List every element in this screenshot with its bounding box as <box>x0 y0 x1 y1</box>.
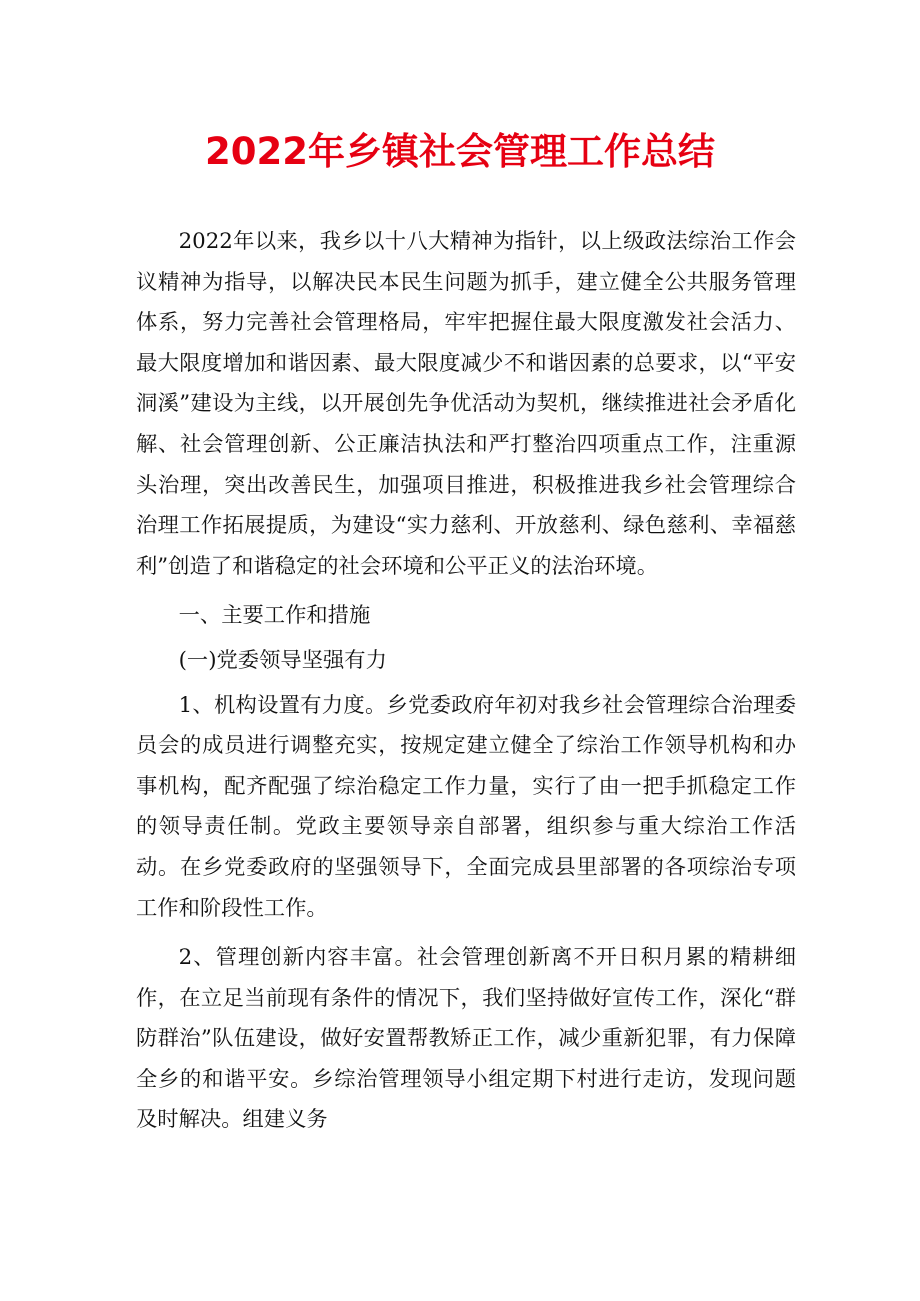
document-body <box>136 222 796 1141</box>
item-paragraph-1: 1、机构设置有力度。乡党委政府年初对我乡社会管理综合治理委员会的成员进行调整充实，按规定建立健全了综治工作领导机构和办事机构，配齐配强了综治稳定工作力量，实行了由一把手抓稳定工作的领导责任制。党政主要领导亲自部署，组织参与重大综治工作活动。在乡党委政府的坚强领导下，全面完成县里部署的各项综治专项工作和阶段性工作。 <box>136 692 796 921</box>
item-paragraph-2: 2、管理创新内容丰富。社会管理创新离不开日积月累的精耕细作，在立足当前现有条件的情况下，我们坚持做好宣传工作，深化“群防群治”队伍建设，做好安置帮教矫正工作，减少重新犯罪，有力保障全乡的和谐平安。乡综治管理领导小组定期下村进行走访，发现问题及时解决。组建义务 <box>136 945 796 1133</box>
document-title: 2022年乡镇社会管理工作总结 <box>205 130 715 173</box>
subsection-heading: (一)党委领导坚强有力 <box>178 647 387 673</box>
section-heading: 一、主要工作和措施 <box>178 603 371 629</box>
intro-paragraph: 2022年以来，我乡以十八大精神为指针，以上级政法综治工作会议精神为指导，以解决民本民生问题为抓手，建立健全公共服务管理体系，努力完善社会管理格局，牢牢把握住最大限度激发社会活力、最大限度增加和谐因素、最大限度减少不和谐因素的总要求，以“平安洞溪”建设为主线，以开展创先争优活动为契机，继续推进社会矛盾化解、社会管理创新、公正廉洁执法和严打整治四项重点工作，注重源头治理，突出改善民生，加强项目推进，积极推进我乡社会管理综合治理工作拓展提质，为建设“实力慈利、开放慈利、绿色慈利、幸福慈利”创造了和谐稳定的社会环境和公平正义的法治环境。 <box>136 229 796 579</box>
